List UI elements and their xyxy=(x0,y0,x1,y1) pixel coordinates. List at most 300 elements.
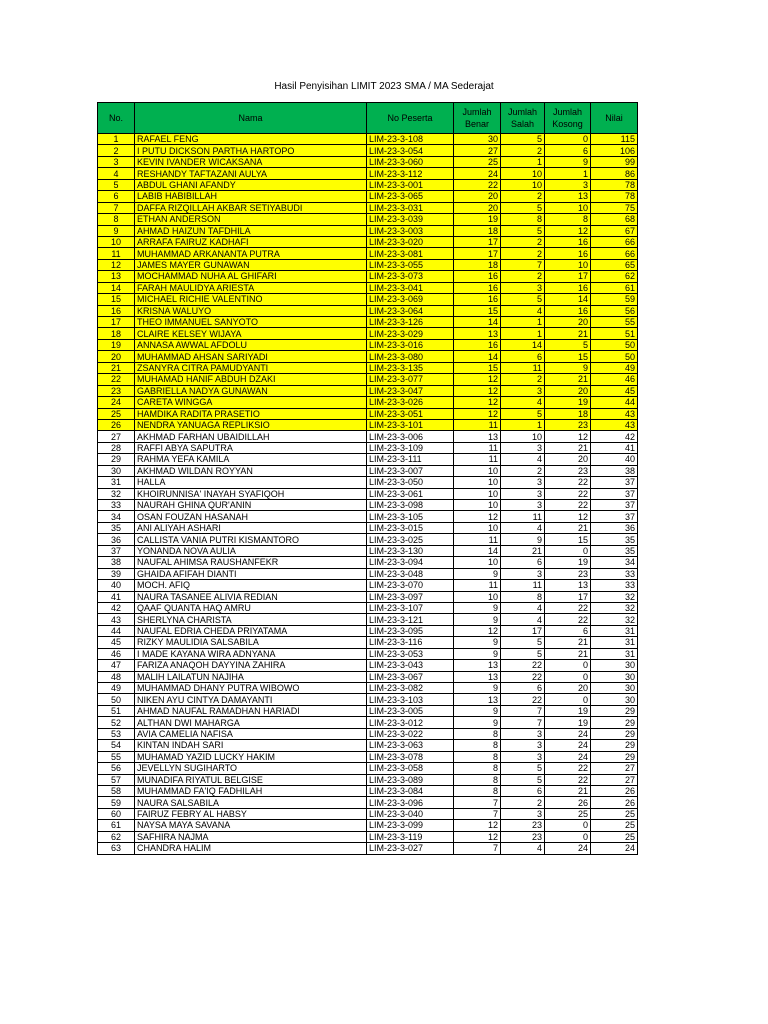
table-row xyxy=(98,271,638,282)
cell-jumlah-benar: 10 xyxy=(454,591,501,602)
cell-nilai: 35 xyxy=(591,534,638,545)
cell-no-peserta: LIM-23-3-063 xyxy=(367,740,454,751)
cell-nama: NAURAH GHINA QUR'ANIN xyxy=(135,500,367,511)
cell-jumlah-salah: 17 xyxy=(501,625,545,636)
cell-nilai: 32 xyxy=(591,602,638,613)
cell-nilai: 66 xyxy=(591,236,638,247)
cell-jumlah-kosong: 19 xyxy=(545,397,591,408)
cell-nama: SAFHIRA NAJMA xyxy=(135,831,367,842)
table-row xyxy=(98,442,638,453)
cell-nilai: 66 xyxy=(591,248,638,259)
cell-no-peserta: LIM-23-3-065 xyxy=(367,191,454,202)
table-row xyxy=(98,488,638,499)
cell-jumlah-kosong: 22 xyxy=(545,763,591,774)
cell-no: 45 xyxy=(98,637,135,648)
cell-no: 58 xyxy=(98,785,135,796)
cell-jumlah-benar: 7 xyxy=(454,843,501,854)
cell-no: 57 xyxy=(98,774,135,785)
cell-jumlah-benar: 11 xyxy=(454,419,501,430)
table-row xyxy=(98,831,638,842)
cell-jumlah-kosong: 12 xyxy=(545,511,591,522)
cell-jumlah-benar: 19 xyxy=(454,214,501,225)
cell-nama: CALLISTA VANIA PUTRI KISMANTORO xyxy=(135,534,367,545)
cell-nilai: 29 xyxy=(591,740,638,751)
cell-jumlah-salah: 7 xyxy=(501,717,545,728)
cell-jumlah-kosong: 0 xyxy=(545,134,591,145)
cell-nama: ETHAN ANDERSON xyxy=(135,214,367,225)
cell-jumlah-benar: 18 xyxy=(454,225,501,236)
cell-jumlah-salah: 8 xyxy=(501,214,545,225)
cell-no-peserta: LIM-23-3-107 xyxy=(367,602,454,613)
cell-no-peserta: LIM-23-3-020 xyxy=(367,236,454,247)
cell-jumlah-benar: 13 xyxy=(454,660,501,671)
cell-nama: MUNADIFA RIYATUL BELGISE xyxy=(135,774,367,785)
table-row xyxy=(98,602,638,613)
cell-jumlah-benar: 11 xyxy=(454,442,501,453)
cell-jumlah-kosong: 21 xyxy=(545,442,591,453)
cell-jumlah-kosong: 10 xyxy=(545,259,591,270)
cell-no-peserta: LIM-23-3-001 xyxy=(367,179,454,190)
table-row xyxy=(98,808,638,819)
cell-no: 2 xyxy=(98,145,135,156)
cell-jumlah-kosong: 18 xyxy=(545,408,591,419)
cell-nilai: 61 xyxy=(591,282,638,293)
cell-no: 30 xyxy=(98,465,135,476)
cell-jumlah-benar: 24 xyxy=(454,168,501,179)
cell-jumlah-salah: 23 xyxy=(501,820,545,831)
cell-jumlah-salah: 4 xyxy=(501,843,545,854)
cell-no: 32 xyxy=(98,488,135,499)
cell-no: 38 xyxy=(98,557,135,568)
cell-no: 18 xyxy=(98,328,135,339)
cell-jumlah-kosong: 6 xyxy=(545,145,591,156)
cell-nilai: 29 xyxy=(591,705,638,716)
cell-no: 44 xyxy=(98,625,135,636)
cell-jumlah-salah: 4 xyxy=(501,454,545,465)
cell-jumlah-benar: 15 xyxy=(454,305,501,316)
cell-no: 56 xyxy=(98,763,135,774)
cell-no-peserta: LIM-23-3-016 xyxy=(367,339,454,350)
table-row xyxy=(98,145,638,156)
cell-no-peserta: LIM-23-3-078 xyxy=(367,751,454,762)
table-row xyxy=(98,328,638,339)
cell-no-peserta: LIM-23-3-007 xyxy=(367,465,454,476)
cell-no-peserta: LIM-23-3-015 xyxy=(367,522,454,533)
table-row xyxy=(98,431,638,442)
table-row xyxy=(98,305,638,316)
cell-no-peserta: LIM-23-3-112 xyxy=(367,168,454,179)
table-row xyxy=(98,671,638,682)
cell-jumlah-benar: 25 xyxy=(454,156,501,167)
cell-jumlah-benar: 7 xyxy=(454,808,501,819)
cell-jumlah-benar: 10 xyxy=(454,557,501,568)
cell-jumlah-salah: 1 xyxy=(501,156,545,167)
cell-nama: ANI ALIYAH ASHARI xyxy=(135,522,367,533)
cell-jumlah-kosong: 8 xyxy=(545,214,591,225)
cell-no: 3 xyxy=(98,156,135,167)
cell-jumlah-benar: 12 xyxy=(454,385,501,396)
header-jumlah-salah: Jumlah Salah xyxy=(501,103,545,134)
cell-jumlah-benar: 9 xyxy=(454,614,501,625)
cell-jumlah-benar: 8 xyxy=(454,728,501,739)
table-row xyxy=(98,614,638,625)
cell-no: 41 xyxy=(98,591,135,602)
table-row xyxy=(98,408,638,419)
cell-nama: SHERLYNA CHARISTA xyxy=(135,614,367,625)
cell-nama: FARIZA ANAQOH DAYYINA ZAHIRA xyxy=(135,660,367,671)
cell-nilai: 37 xyxy=(591,488,638,499)
cell-jumlah-salah: 2 xyxy=(501,145,545,156)
table-row xyxy=(98,317,638,328)
cell-jumlah-kosong: 16 xyxy=(545,248,591,259)
cell-nilai: 99 xyxy=(591,156,638,167)
cell-jumlah-benar: 12 xyxy=(454,408,501,419)
cell-no: 53 xyxy=(98,728,135,739)
cell-jumlah-kosong: 0 xyxy=(545,660,591,671)
cell-no-peserta: LIM-23-3-109 xyxy=(367,442,454,453)
cell-no-peserta: LIM-23-3-039 xyxy=(367,214,454,225)
cell-no-peserta: LIM-23-3-101 xyxy=(367,419,454,430)
cell-nama: NAURA TASANEE ALIVIA REDIAN xyxy=(135,591,367,602)
cell-nama: I PUTU DICKSON PARTHA HARTOPO xyxy=(135,145,367,156)
cell-no-peserta: LIM-23-3-043 xyxy=(367,660,454,671)
cell-nama: NAUFAL AHIMSA RAUSHANFEKR xyxy=(135,557,367,568)
cell-jumlah-salah: 2 xyxy=(501,236,545,247)
cell-nilai: 29 xyxy=(591,728,638,739)
cell-nama: GABRIELLA NADYA GUNAWAN xyxy=(135,385,367,396)
cell-jumlah-benar: 17 xyxy=(454,236,501,247)
cell-no-peserta: LIM-23-3-003 xyxy=(367,225,454,236)
cell-jumlah-kosong: 15 xyxy=(545,534,591,545)
cell-nama: RIZKY MAULIDIA SALSABILA xyxy=(135,637,367,648)
cell-nilai: 65 xyxy=(591,259,638,270)
cell-nama: AHMAD HAIZUN TAFDHILA xyxy=(135,225,367,236)
cell-nilai: 37 xyxy=(591,511,638,522)
cell-jumlah-salah: 5 xyxy=(501,637,545,648)
table-row xyxy=(98,694,638,705)
cell-nilai: 49 xyxy=(591,362,638,373)
cell-jumlah-salah: 3 xyxy=(501,500,545,511)
cell-nama: CARETA WINGGA xyxy=(135,397,367,408)
cell-no-peserta: LIM-23-3-096 xyxy=(367,797,454,808)
cell-nilai: 34 xyxy=(591,557,638,568)
cell-jumlah-benar: 14 xyxy=(454,545,501,556)
cell-no-peserta: LIM-23-3-005 xyxy=(367,705,454,716)
cell-jumlah-kosong: 13 xyxy=(545,580,591,591)
cell-no-peserta: LIM-23-3-031 xyxy=(367,202,454,213)
cell-jumlah-benar: 10 xyxy=(454,488,501,499)
cell-nama: RAFAEL FENG xyxy=(135,134,367,145)
cell-no: 1 xyxy=(98,134,135,145)
table-row xyxy=(98,282,638,293)
cell-nilai: 33 xyxy=(591,580,638,591)
cell-jumlah-kosong: 25 xyxy=(545,808,591,819)
cell-no: 39 xyxy=(98,568,135,579)
cell-jumlah-benar: 16 xyxy=(454,282,501,293)
cell-jumlah-kosong: 26 xyxy=(545,797,591,808)
cell-nama: JEVELLYN SUGIHARTO xyxy=(135,763,367,774)
cell-jumlah-benar: 18 xyxy=(454,259,501,270)
table-row xyxy=(98,374,638,385)
cell-no-peserta: LIM-23-3-006 xyxy=(367,431,454,442)
cell-no: 7 xyxy=(98,202,135,213)
cell-jumlah-salah: 9 xyxy=(501,534,545,545)
cell-no: 8 xyxy=(98,214,135,225)
cell-jumlah-benar: 12 xyxy=(454,374,501,385)
cell-jumlah-benar: 10 xyxy=(454,465,501,476)
table-row xyxy=(98,294,638,305)
cell-no: 55 xyxy=(98,751,135,762)
cell-no: 20 xyxy=(98,351,135,362)
table-row xyxy=(98,763,638,774)
header-nilai: Nilai xyxy=(591,103,638,134)
cell-no: 37 xyxy=(98,545,135,556)
cell-no: 31 xyxy=(98,477,135,488)
cell-nama: HALLA xyxy=(135,477,367,488)
cell-nilai: 44 xyxy=(591,397,638,408)
cell-jumlah-benar: 8 xyxy=(454,740,501,751)
cell-nilai: 32 xyxy=(591,614,638,625)
cell-jumlah-kosong: 19 xyxy=(545,557,591,568)
cell-no-peserta: LIM-23-3-060 xyxy=(367,156,454,167)
cell-nama: NAURA SALSABILA xyxy=(135,797,367,808)
cell-nilai: 59 xyxy=(591,294,638,305)
cell-jumlah-kosong: 17 xyxy=(545,271,591,282)
cell-no-peserta: LIM-23-3-069 xyxy=(367,294,454,305)
cell-jumlah-kosong: 19 xyxy=(545,705,591,716)
cell-nilai: 24 xyxy=(591,843,638,854)
cell-jumlah-kosong: 21 xyxy=(545,648,591,659)
table-row xyxy=(98,511,638,522)
cell-jumlah-salah: 21 xyxy=(501,545,545,556)
cell-no-peserta: LIM-23-3-041 xyxy=(367,282,454,293)
cell-jumlah-salah: 3 xyxy=(501,808,545,819)
cell-nilai: 45 xyxy=(591,385,638,396)
cell-nilai: 67 xyxy=(591,225,638,236)
cell-nilai: 37 xyxy=(591,477,638,488)
cell-jumlah-benar: 12 xyxy=(454,831,501,842)
table-row xyxy=(98,751,638,762)
cell-jumlah-salah: 2 xyxy=(501,271,545,282)
cell-jumlah-benar: 16 xyxy=(454,294,501,305)
cell-nama: YONANDA NOVA AULIA xyxy=(135,545,367,556)
table-row xyxy=(98,591,638,602)
cell-jumlah-salah: 2 xyxy=(501,374,545,385)
cell-jumlah-benar: 7 xyxy=(454,797,501,808)
cell-no-peserta: LIM-23-3-051 xyxy=(367,408,454,419)
cell-jumlah-kosong: 15 xyxy=(545,351,591,362)
cell-jumlah-kosong: 22 xyxy=(545,477,591,488)
cell-jumlah-salah: 7 xyxy=(501,259,545,270)
table-row xyxy=(98,454,638,465)
cell-jumlah-kosong: 16 xyxy=(545,305,591,316)
cell-jumlah-kosong: 23 xyxy=(545,568,591,579)
cell-nama: I MADE KAYANA WIRA ADNYANA xyxy=(135,648,367,659)
cell-jumlah-salah: 5 xyxy=(501,408,545,419)
cell-jumlah-salah: 22 xyxy=(501,694,545,705)
cell-jumlah-kosong: 19 xyxy=(545,717,591,728)
cell-jumlah-kosong: 13 xyxy=(545,191,591,202)
cell-nama: AHMAD NAUFAL RAMADHAN HARIADI xyxy=(135,705,367,716)
table-row xyxy=(98,362,638,373)
cell-nilai: 30 xyxy=(591,694,638,705)
cell-nama: NAUFAL EDRIA CHEDA PRIYATAMA xyxy=(135,625,367,636)
table-row xyxy=(98,545,638,556)
cell-nilai: 25 xyxy=(591,808,638,819)
cell-jumlah-kosong: 24 xyxy=(545,728,591,739)
cell-jumlah-kosong: 0 xyxy=(545,671,591,682)
cell-no: 62 xyxy=(98,831,135,842)
cell-jumlah-kosong: 20 xyxy=(545,385,591,396)
cell-jumlah-kosong: 20 xyxy=(545,317,591,328)
table-row xyxy=(98,625,638,636)
table-row xyxy=(98,134,638,145)
cell-jumlah-salah: 3 xyxy=(501,568,545,579)
cell-nilai: 41 xyxy=(591,442,638,453)
cell-nama: DAFFA RIZQILLAH AKBAR SETIYABUDI xyxy=(135,202,367,213)
page-title: Hasil Penyisihan LIMIT 2023 SMA / MA Sederajat xyxy=(274,81,494,92)
cell-nilai: 30 xyxy=(591,683,638,694)
table-row xyxy=(98,637,638,648)
cell-nilai: 106 xyxy=(591,145,638,156)
cell-no-peserta: LIM-23-3-119 xyxy=(367,831,454,842)
cell-nama: ANNASA AWWAL AFDOLU xyxy=(135,339,367,350)
cell-jumlah-kosong: 10 xyxy=(545,202,591,213)
cell-jumlah-benar: 13 xyxy=(454,328,501,339)
cell-jumlah-benar: 12 xyxy=(454,511,501,522)
cell-jumlah-salah: 3 xyxy=(501,442,545,453)
cell-no: 13 xyxy=(98,271,135,282)
cell-nilai: 31 xyxy=(591,637,638,648)
cell-jumlah-salah: 4 xyxy=(501,614,545,625)
cell-jumlah-benar: 12 xyxy=(454,397,501,408)
cell-jumlah-salah: 11 xyxy=(501,511,545,522)
cell-jumlah-salah: 3 xyxy=(501,385,545,396)
cell-no-peserta: LIM-23-3-098 xyxy=(367,500,454,511)
cell-jumlah-benar: 9 xyxy=(454,602,501,613)
cell-nama: RAFFI ABYA SAPUTRA xyxy=(135,442,367,453)
table-body xyxy=(98,134,638,855)
cell-no-peserta: LIM-23-3-130 xyxy=(367,545,454,556)
cell-nilai: 38 xyxy=(591,465,638,476)
cell-jumlah-kosong: 14 xyxy=(545,294,591,305)
header-no: No. xyxy=(98,103,135,134)
cell-jumlah-benar: 10 xyxy=(454,522,501,533)
cell-nama: JAMES MAYER GUNAWAN xyxy=(135,259,367,270)
cell-no-peserta: LIM-23-3-097 xyxy=(367,591,454,602)
cell-no-peserta: LIM-23-3-116 xyxy=(367,637,454,648)
table-row xyxy=(98,522,638,533)
cell-nama: MALIH LAILATUN NAJIHA xyxy=(135,671,367,682)
table-row xyxy=(98,568,638,579)
cell-no: 35 xyxy=(98,522,135,533)
cell-nilai: 42 xyxy=(591,431,638,442)
cell-no-peserta: LIM-23-3-067 xyxy=(367,671,454,682)
cell-nama: ALTHAN DWI MAHARGA xyxy=(135,717,367,728)
cell-no-peserta: LIM-23-3-094 xyxy=(367,557,454,568)
cell-no: 9 xyxy=(98,225,135,236)
cell-nilai: 30 xyxy=(591,660,638,671)
cell-nama: AKHMAD FARHAN UBAIDILLAH xyxy=(135,431,367,442)
cell-jumlah-benar: 11 xyxy=(454,454,501,465)
cell-nama: LABIB HABIBILLAH xyxy=(135,191,367,202)
cell-nama: RAHMA YEFA KAMILA xyxy=(135,454,367,465)
cell-jumlah-benar: 16 xyxy=(454,271,501,282)
cell-jumlah-benar: 13 xyxy=(454,694,501,705)
table-row xyxy=(98,191,638,202)
cell-no-peserta: LIM-23-3-108 xyxy=(367,134,454,145)
cell-nama: NENDRA YANUAGA REPLIKSIO xyxy=(135,419,367,430)
cell-no: 4 xyxy=(98,168,135,179)
cell-nama: FARAH MAULIDYA ARIESTA xyxy=(135,282,367,293)
cell-no-peserta: LIM-23-3-081 xyxy=(367,248,454,259)
cell-jumlah-salah: 5 xyxy=(501,134,545,145)
cell-no-peserta: LIM-23-3-048 xyxy=(367,568,454,579)
cell-nama: AKHMAD WILDAN ROYYAN xyxy=(135,465,367,476)
cell-no-peserta: LIM-23-3-025 xyxy=(367,534,454,545)
cell-nama: KHOIRUNNISA' INAYAH SYAFIQOH xyxy=(135,488,367,499)
cell-jumlah-kosong: 22 xyxy=(545,774,591,785)
cell-jumlah-salah: 3 xyxy=(501,488,545,499)
cell-jumlah-benar: 8 xyxy=(454,785,501,796)
cell-no: 11 xyxy=(98,248,135,259)
cell-no-peserta: LIM-23-3-077 xyxy=(367,374,454,385)
cell-nilai: 51 xyxy=(591,328,638,339)
cell-no: 15 xyxy=(98,294,135,305)
cell-no: 47 xyxy=(98,660,135,671)
cell-no-peserta: LIM-23-3-061 xyxy=(367,488,454,499)
cell-jumlah-benar: 12 xyxy=(454,625,501,636)
cell-jumlah-benar: 20 xyxy=(454,191,501,202)
cell-no-peserta: LIM-23-3-050 xyxy=(367,477,454,488)
table-row xyxy=(98,557,638,568)
table-row xyxy=(98,717,638,728)
cell-nilai: 35 xyxy=(591,545,638,556)
cell-nilai: 50 xyxy=(591,339,638,350)
cell-jumlah-benar: 27 xyxy=(454,145,501,156)
results-table xyxy=(97,102,638,855)
cell-nilai: 31 xyxy=(591,625,638,636)
cell-nama: MOCHAMMAD NUHA AL GHIFARI xyxy=(135,271,367,282)
cell-no: 10 xyxy=(98,236,135,247)
cell-no: 25 xyxy=(98,408,135,419)
cell-nilai: 55 xyxy=(591,317,638,328)
cell-no: 23 xyxy=(98,385,135,396)
cell-no: 16 xyxy=(98,305,135,316)
cell-nilai: 115 xyxy=(591,134,638,145)
cell-jumlah-benar: 9 xyxy=(454,717,501,728)
cell-nilai: 78 xyxy=(591,191,638,202)
cell-nilai: 56 xyxy=(591,305,638,316)
cell-nama: MUHAMAD HANIF ABDUH DZAKI xyxy=(135,374,367,385)
table-row xyxy=(98,843,638,854)
cell-no: 46 xyxy=(98,648,135,659)
cell-jumlah-salah: 23 xyxy=(501,831,545,842)
cell-no: 12 xyxy=(98,259,135,270)
cell-jumlah-kosong: 23 xyxy=(545,419,591,430)
cell-jumlah-salah: 22 xyxy=(501,660,545,671)
cell-nilai: 46 xyxy=(591,374,638,385)
cell-nama: KEVIN IVANDER WICAKSANA xyxy=(135,156,367,167)
cell-jumlah-kosong: 22 xyxy=(545,602,591,613)
cell-nilai: 43 xyxy=(591,408,638,419)
cell-jumlah-salah: 4 xyxy=(501,397,545,408)
cell-jumlah-kosong: 16 xyxy=(545,236,591,247)
table-row xyxy=(98,214,638,225)
cell-jumlah-kosong: 24 xyxy=(545,751,591,762)
cell-nilai: 68 xyxy=(591,214,638,225)
cell-jumlah-benar: 10 xyxy=(454,500,501,511)
